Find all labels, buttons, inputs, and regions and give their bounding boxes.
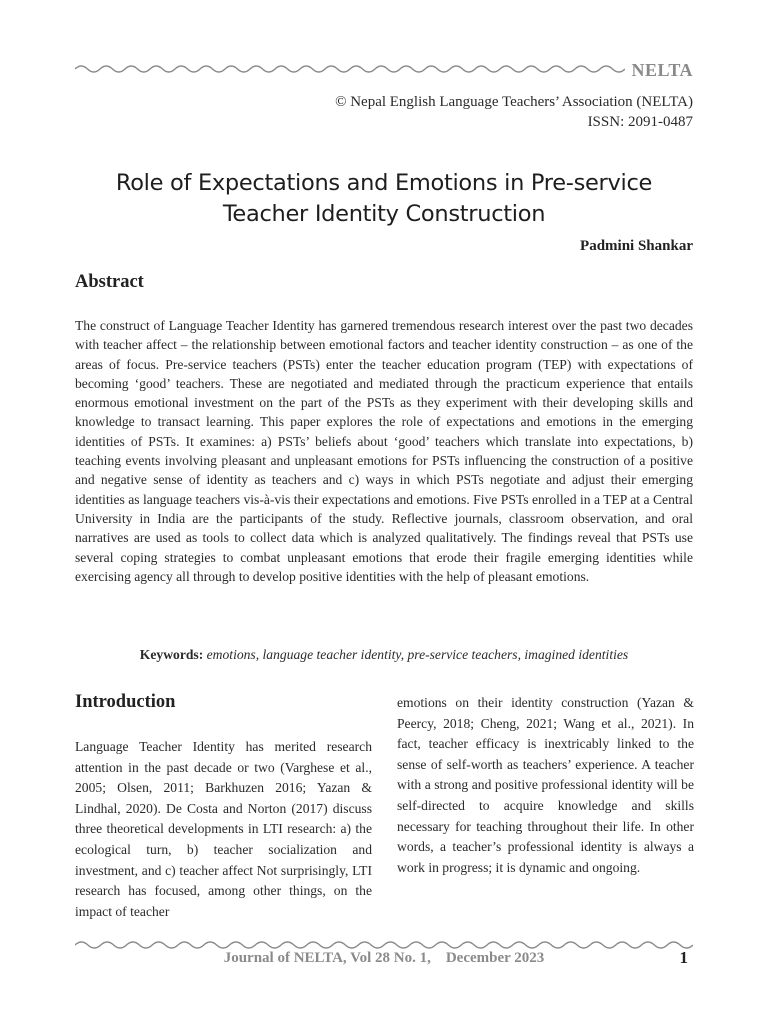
copyright-block xyxy=(335,92,693,132)
introduction-left-column: Language Teacher Identity has merited research attention in the past decade or two (Varghese et al., 2005; Olsen, 2011; Barkhuzen 2016; Yazan & Lindhal, 2020). De Costa and Norton (2017) discuss three theoretical developments in LTI research: a) the ecological turn, b) teacher socialization and investment, and c) teacher affect Not surprisingly, LTI research has focused, among other things, on the impact of teacher xyxy=(75,739,372,919)
abstract-text: The construct of Language Teacher Identity has garnered tremendous research interest over the past two decades with teacher affect – the relationship between emotional factors and teacher identity construction – as one of the areas of focus. Pre-service teachers (PSTs) enter the teacher education program (TEP) with expectations of becoming ‘good’ teachers. These are negotiated and mediated through the practicum experience that entails enormous emotional investment on the part of the PSTs as they experiment with their developing skills and knowledge to transact learning. This paper explores the role of expectations and emotions in the emerging identities of PSTs. It examines: a) PSTs’ beliefs about ‘good’ teachers which translate into expectations, b) teaching events involving pleasant and unpleasant emotions for PSTs influencing the construction of a positive and negative sense of identity as teachers and c) ways in which PSTs negotiate and adjust their emerging identities as language teachers vis-à-vis their expectations and emotions. Five PSTs enrolled in a TEP at a Central University in India are the participants of the study. Reflective journals, classroom observation, and oral narratives are used as tools to collect data which is analyzed qualitatively. The findings reveal that PSTs use several coping strategies to combat unpleasant emotions that erode their fragile emerging identities while exercising agency all through to develop positive identities with the help of pleasant emotions. xyxy=(75,318,693,584)
copyright-line: © Nepal English Language Teachers’ Association (NELTA) xyxy=(335,94,693,110)
abstract-heading: Abstract xyxy=(75,272,144,292)
introduction-right-column: emotions on their identity construction (Yazan & Peercy, 2018; Cheng, 2021; Wang et al., 2021). In fact, teacher efficacy is inextricably linked to the sense of self-worth as teachers’ experience. A teacher with a strong and positive professional identity will be self-directed to acquire knowledge and skills necessary for teaching throughout their life. In other words, a teacher’s professional identity is always a work in progress; it is dynamic and ongoing. xyxy=(397,695,694,875)
issn-line: ISSN: 2091-0487 xyxy=(587,114,693,130)
footer-journal-info: Journal of NELTA, Vol 28 No. 1, December 2023 xyxy=(223,950,545,966)
article-title xyxy=(75,168,693,230)
title-line-2: Teacher Identity Construction xyxy=(222,201,546,227)
author-name: Padmini Shankar xyxy=(580,238,693,254)
keywords xyxy=(75,645,693,664)
introduction-heading: Introduction xyxy=(75,692,176,712)
journal-name: NELTA xyxy=(631,60,693,80)
title-line-1: Role of Expectations and Emotions in Pre-service xyxy=(115,170,653,196)
keywords-values: emotions, language teacher identity, pre-service teachers, imagined identities xyxy=(206,647,629,662)
header-wavy-rule xyxy=(75,62,625,76)
page-number: 1 xyxy=(679,948,688,967)
keywords-label: Keywords: xyxy=(139,647,204,662)
